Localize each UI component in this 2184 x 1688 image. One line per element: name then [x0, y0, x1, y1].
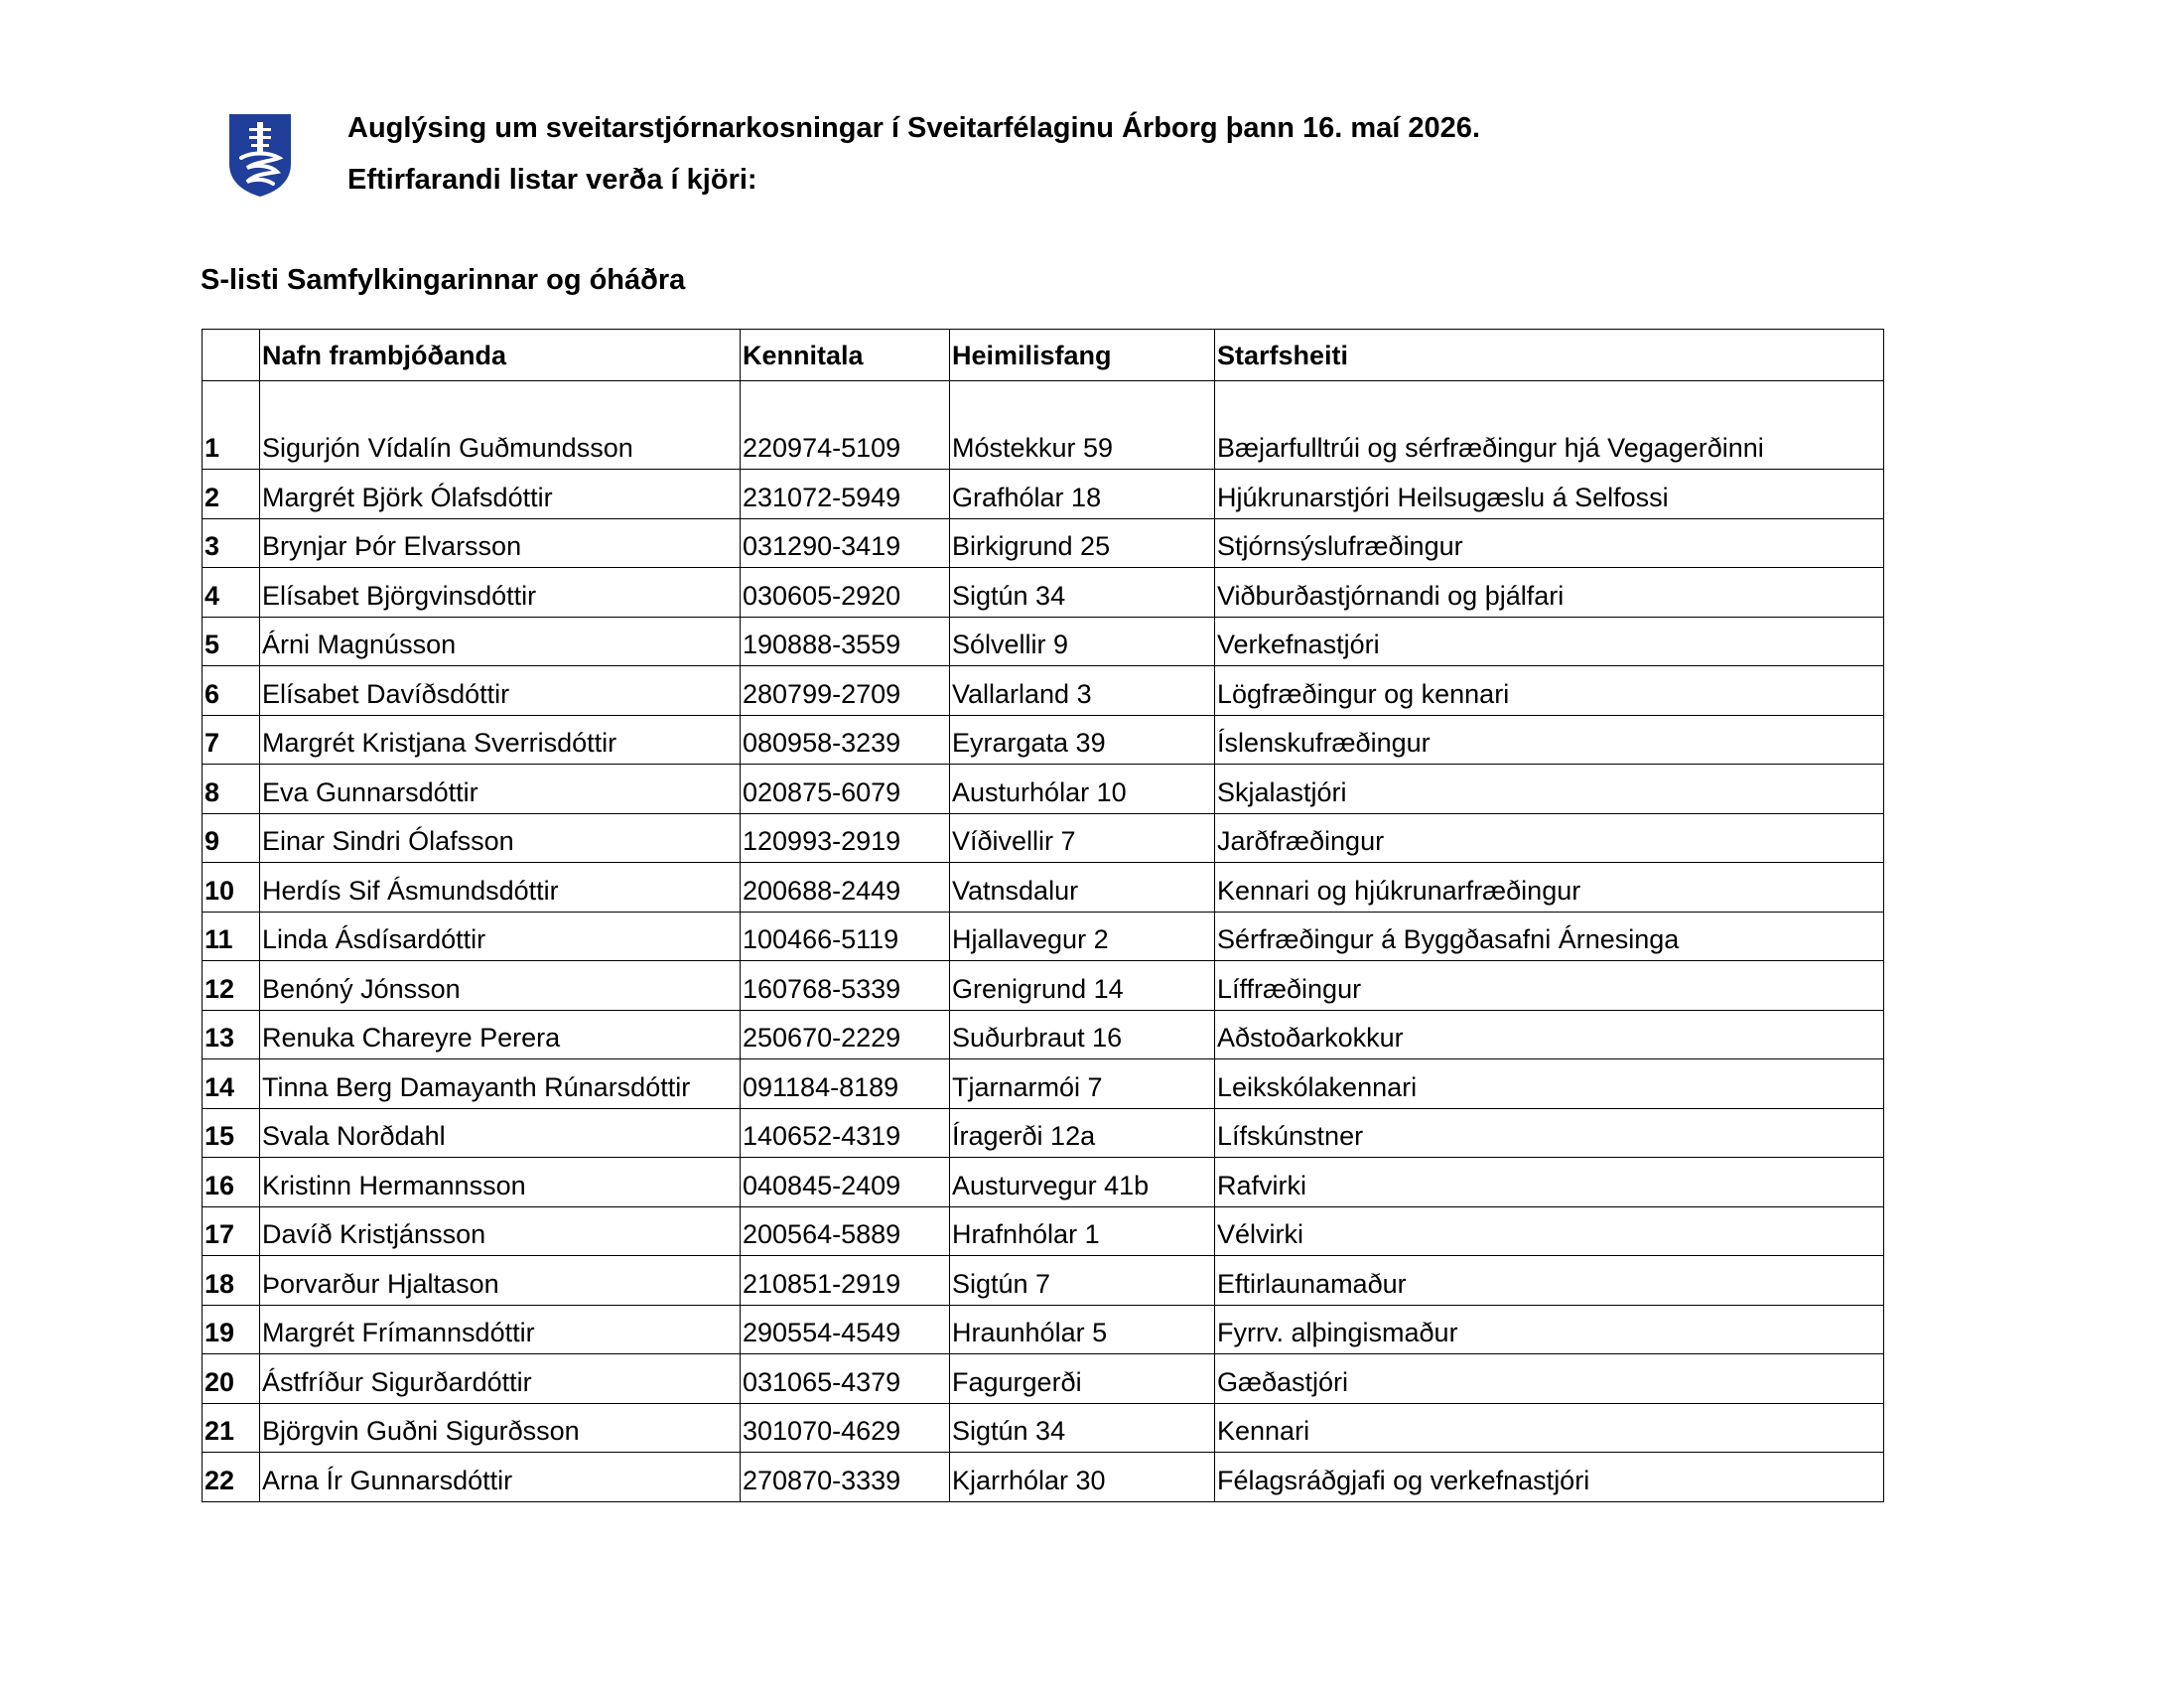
- table-row: [203, 518, 1884, 568]
- column-header-kennitala: Kennitala: [741, 330, 950, 381]
- candidate-name: Sigurjón Vídalín Guðmundsson: [260, 381, 741, 470]
- candidate-address: Grenigrund 14: [950, 961, 1215, 1011]
- table-row: [203, 961, 1884, 1011]
- candidate-kennitala: 091184-8189: [741, 1059, 950, 1109]
- candidate-name: Renuka Chareyre Perera: [260, 1010, 741, 1059]
- candidate-name: Margrét Kristjana Sverrisdóttir: [260, 715, 741, 765]
- candidate-occupation: Vélvirki: [1215, 1206, 1884, 1256]
- candidate-occupation: Eftirlaunamaður: [1215, 1256, 1884, 1306]
- candidate-number: 21: [203, 1403, 260, 1453]
- list-title: S-listi Samfylkingarinnar og óháðra: [201, 264, 686, 296]
- candidate-kennitala: 140652-4319: [741, 1108, 950, 1158]
- candidate-number: 3: [203, 518, 260, 568]
- candidate-name: Margrét Björk Ólafsdóttir: [260, 470, 741, 519]
- candidate-kennitala: 040845-2409: [741, 1158, 950, 1207]
- candidate-address: Austurvegur 41b: [950, 1158, 1215, 1207]
- candidate-number: 15: [203, 1108, 260, 1158]
- candidate-kennitala: 301070-4629: [741, 1403, 950, 1453]
- candidate-address: Fagurgerði: [950, 1354, 1215, 1404]
- candidate-number: 10: [203, 863, 260, 913]
- table-row: [203, 381, 1884, 470]
- candidate-number: 16: [203, 1158, 260, 1207]
- candidate-name: Svala Norðdahl: [260, 1108, 741, 1158]
- candidate-occupation: Jarðfræðingur: [1215, 813, 1884, 863]
- table-row: [203, 1305, 1884, 1354]
- candidates-table: [202, 329, 1884, 1502]
- candidate-address: Víðivellir 7: [950, 813, 1215, 863]
- candidate-address: Íragerði 12a: [950, 1108, 1215, 1158]
- candidate-occupation: Félagsráðgjafi og verkefnastjóri: [1215, 1453, 1884, 1502]
- candidate-occupation: Bæjarfulltrúi og sérfræðingur hjá Vegagerðinni: [1215, 381, 1884, 470]
- candidate-occupation: Viðburðastjórnandi og þjálfari: [1215, 568, 1884, 618]
- candidate-address: Grafhólar 18: [950, 470, 1215, 519]
- candidate-number: 12: [203, 961, 260, 1011]
- table-row: [203, 568, 1884, 618]
- candidate-number: 7: [203, 715, 260, 765]
- candidate-name: Björgvin Guðni Sigurðsson: [260, 1403, 741, 1453]
- candidate-address: Kjarrhólar 30: [950, 1453, 1215, 1502]
- candidate-address: Birkigrund 25: [950, 518, 1215, 568]
- candidate-number: 22: [203, 1453, 260, 1502]
- candidate-kennitala: 160768-5339: [741, 961, 950, 1011]
- candidate-occupation: Hjúkrunarstjóri Heilsugæslu á Selfossi: [1215, 470, 1884, 519]
- candidate-kennitala: 270870-3339: [741, 1453, 950, 1502]
- candidate-kennitala: 290554-4549: [741, 1305, 950, 1354]
- column-header-address: Heimilisfang: [950, 330, 1215, 381]
- candidates-body: [203, 381, 1884, 1502]
- candidate-occupation: Kennari: [1215, 1403, 1884, 1453]
- candidate-kennitala: 250670-2229: [741, 1010, 950, 1059]
- candidate-name: Einar Sindri Ólafsson: [260, 813, 741, 863]
- candidate-occupation: Íslenskufræðingur: [1215, 715, 1884, 765]
- table-row: [203, 1108, 1884, 1158]
- candidate-occupation: Skjalastjóri: [1215, 765, 1884, 814]
- candidate-kennitala: 280799-2709: [741, 666, 950, 716]
- candidate-name: Margrét Frímannsdóttir: [260, 1305, 741, 1354]
- candidate-name: Eva Gunnarsdóttir: [260, 765, 741, 814]
- table-header-row: [203, 330, 1884, 381]
- candidate-name: Árni Magnússon: [260, 617, 741, 666]
- candidate-address: Sólvellir 9: [950, 617, 1215, 666]
- table-row: [203, 617, 1884, 666]
- table-row: [203, 1010, 1884, 1059]
- candidate-address: Hraunhólar 5: [950, 1305, 1215, 1354]
- candidate-address: Eyrargata 39: [950, 715, 1215, 765]
- candidate-name: Elísabet Davíðsdóttir: [260, 666, 741, 716]
- candidate-number: 14: [203, 1059, 260, 1109]
- table-row: [203, 1059, 1884, 1109]
- candidate-name: Davíð Kristjánsson: [260, 1206, 741, 1256]
- candidate-occupation: Leikskólakennari: [1215, 1059, 1884, 1109]
- candidate-occupation: Líffræðingur: [1215, 961, 1884, 1011]
- candidate-number: 1: [203, 381, 260, 470]
- candidate-occupation: Verkefnastjóri: [1215, 617, 1884, 666]
- candidate-name: Herdís Sif Ásmundsdóttir: [260, 863, 741, 913]
- candidate-occupation: Rafvirki: [1215, 1158, 1884, 1207]
- candidate-kennitala: 080958-3239: [741, 715, 950, 765]
- candidate-number: 5: [203, 617, 260, 666]
- candidate-kennitala: 100466-5119: [741, 912, 950, 961]
- candidate-address: Austurhólar 10: [950, 765, 1215, 814]
- candidate-name: Tinna Berg Damayanth Rúnarsdóttir: [260, 1059, 741, 1109]
- table-row: [203, 715, 1884, 765]
- candidate-occupation: Sérfræðingur á Byggðasafni Árnesinga: [1215, 912, 1884, 961]
- candidate-number: 4: [203, 568, 260, 618]
- candidate-kennitala: 210851-2919: [741, 1256, 950, 1306]
- column-header-occupation: Starfsheiti: [1215, 330, 1884, 381]
- candidate-address: Sigtún 34: [950, 568, 1215, 618]
- candidate-address: Suðurbraut 16: [950, 1010, 1215, 1059]
- candidate-name: Kristinn Hermannsson: [260, 1158, 741, 1207]
- candidate-number: 19: [203, 1305, 260, 1354]
- candidate-address: Tjarnarmói 7: [950, 1059, 1215, 1109]
- table-row: [203, 1354, 1884, 1404]
- candidate-kennitala: 031065-4379: [741, 1354, 950, 1404]
- candidate-address: Hjallavegur 2: [950, 912, 1215, 961]
- table-row: [203, 863, 1884, 913]
- arborg-coat-of-arms-icon: [227, 112, 293, 198]
- candidate-occupation: Stjórnsýslufræðingur: [1215, 518, 1884, 568]
- candidate-kennitala: 030605-2920: [741, 568, 950, 618]
- candidate-occupation: Gæðastjóri: [1215, 1354, 1884, 1404]
- candidate-kennitala: 220974-5109: [741, 381, 950, 470]
- column-header-number: [203, 330, 260, 381]
- candidate-occupation: Aðstoðarkokkur: [1215, 1010, 1884, 1059]
- table-row: [203, 1256, 1884, 1306]
- candidate-number: 20: [203, 1354, 260, 1404]
- candidate-kennitala: 200688-2449: [741, 863, 950, 913]
- table-row: [203, 1158, 1884, 1207]
- announcement-heading: [347, 102, 1480, 206]
- candidate-name: Linda Ásdísardóttir: [260, 912, 741, 961]
- candidate-number: 6: [203, 666, 260, 716]
- candidate-name: Brynjar Þór Elvarsson: [260, 518, 741, 568]
- candidate-kennitala: 031290-3419: [741, 518, 950, 568]
- candidate-number: 17: [203, 1206, 260, 1256]
- candidate-occupation: Lögfræðingur og kennari: [1215, 666, 1884, 716]
- table-row: [203, 1453, 1884, 1502]
- candidate-kennitala: 231072-5949: [741, 470, 950, 519]
- table-row: [203, 765, 1884, 814]
- candidate-address: Vallarland 3: [950, 666, 1215, 716]
- candidate-kennitala: 190888-3559: [741, 617, 950, 666]
- table-row: [203, 470, 1884, 519]
- candidate-occupation: Lífskúnstner: [1215, 1108, 1884, 1158]
- candidate-name: Elísabet Björgvinsdóttir: [260, 568, 741, 618]
- candidate-number: 11: [203, 912, 260, 961]
- candidate-address: Vatnsdalur: [950, 863, 1215, 913]
- candidate-kennitala: 120993-2919: [741, 813, 950, 863]
- candidate-number: 8: [203, 765, 260, 814]
- candidate-address: Móstekkur 59: [950, 381, 1215, 470]
- candidate-occupation: Kennari og hjúkrunarfræðingur: [1215, 863, 1884, 913]
- candidate-occupation: Fyrrv. alþingismaður: [1215, 1305, 1884, 1354]
- table-row: [203, 666, 1884, 716]
- candidate-address: Sigtún 7: [950, 1256, 1215, 1306]
- heading-line-2: Eftirfarandi listar verða í kjöri:: [347, 164, 757, 196]
- candidate-number: 2: [203, 470, 260, 519]
- candidate-name: Arna Ír Gunnarsdóttir: [260, 1453, 741, 1502]
- candidate-address: Hrafnhólar 1: [950, 1206, 1215, 1256]
- table-row: [203, 912, 1884, 961]
- table-row: [203, 1206, 1884, 1256]
- table-row: [203, 1403, 1884, 1453]
- candidate-number: 9: [203, 813, 260, 863]
- heading-line-1: Auglýsing um sveitarstjórnarkosningar í Sveitarfélaginu Árborg þann 16. maí 2026.: [347, 112, 1480, 144]
- candidate-kennitala: 020875-6079: [741, 765, 950, 814]
- table-row: [203, 813, 1884, 863]
- candidate-address: Sigtún 34: [950, 1403, 1215, 1453]
- candidate-number: 13: [203, 1010, 260, 1059]
- candidate-number: 18: [203, 1256, 260, 1306]
- candidate-name: Ástfríður Sigurðardóttir: [260, 1354, 741, 1404]
- candidate-name: Þorvarður Hjaltason: [260, 1256, 741, 1306]
- column-header-name: Nafn frambjóðanda: [260, 330, 741, 381]
- candidate-name: Benóný Jónsson: [260, 961, 741, 1011]
- candidate-kennitala: 200564-5889: [741, 1206, 950, 1256]
